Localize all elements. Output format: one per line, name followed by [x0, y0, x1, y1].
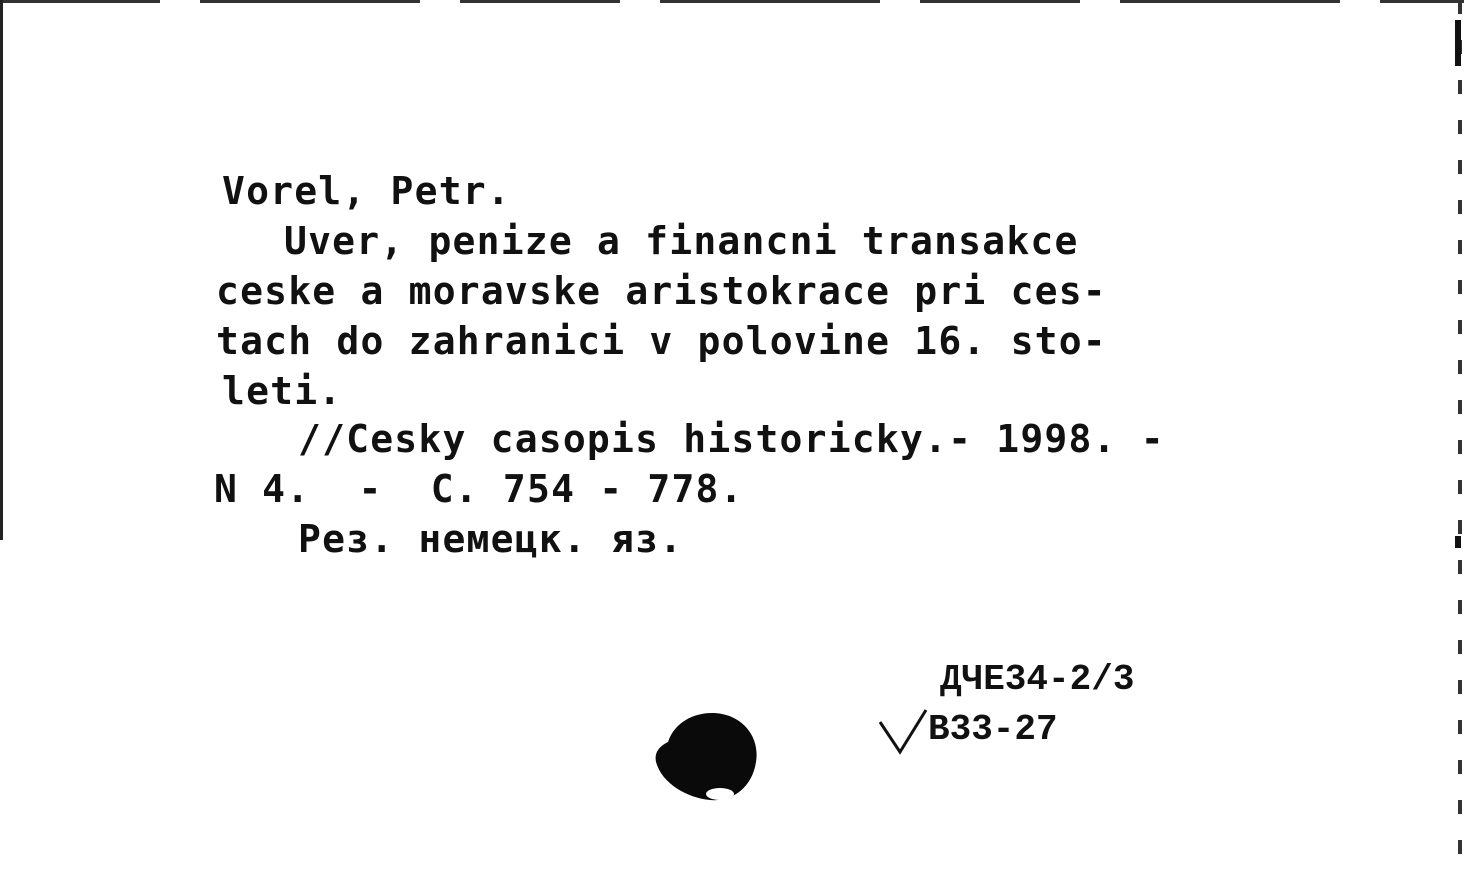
- card-top-edge: [0, 0, 1464, 3]
- title-line-3: tach do zahranici v polovine 16. sto-: [216, 319, 1107, 363]
- shelf-mark-2: В33-27: [928, 709, 1058, 750]
- punch-hole: [652, 708, 760, 804]
- card-right-mark-lower: [1455, 536, 1461, 548]
- title-line-2: ceske a moravske aristokrace pri ces-: [216, 269, 1107, 313]
- card-left-edge: [0, 0, 3, 540]
- shelf-mark-1: ДЧЕ34-2/3: [940, 659, 1135, 700]
- source-line-2: N 4. - C. 754 - 778.: [214, 467, 744, 511]
- title-line-4: leti.: [222, 369, 343, 413]
- card-right-mark: [1455, 20, 1461, 66]
- author-line: Vorel, Petr.: [222, 169, 511, 213]
- summary-note: Рез. немецк. яз.: [298, 517, 684, 561]
- source-line-1: //Cesky casopis historicky.- 1998. -: [298, 417, 1165, 461]
- title-line-1: Uver, penize a financni transakce: [284, 219, 1079, 263]
- checkmark-icon: [876, 708, 932, 756]
- card-right-edge: [1458, 0, 1462, 880]
